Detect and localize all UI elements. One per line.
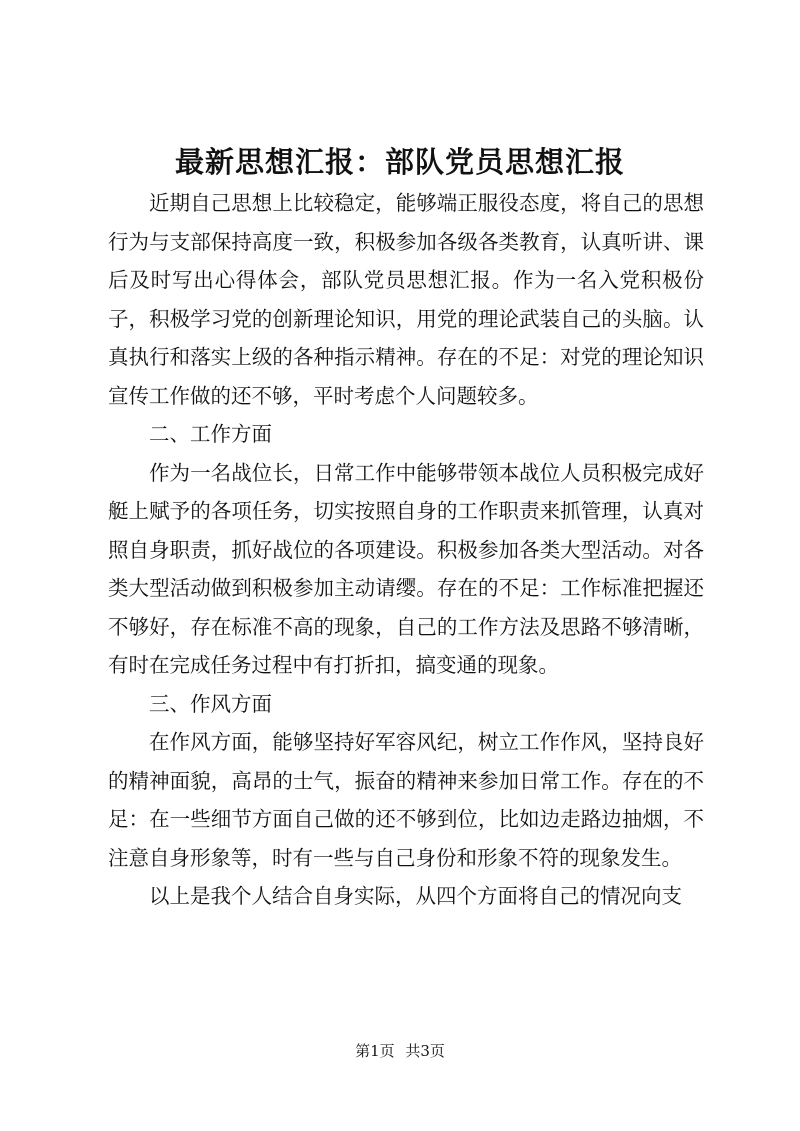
paragraph-intro: 近期自己思想上比较稳定，能够端正服役态度，将自己的思想行为与支部保持高度一致，积极参加各级各类教育，认真听讲、课后及时写出心得体会，部队党员思想汇报。作为一名入党积极份子，积极学习党的创新理论知识，用党的理论武装自己的头脑。认真执行和落实上级的各种指示精神。存在的不足：对党的理论知识宣传工作做的还不够，平时考虑个人问题较多。: [108, 191, 704, 408]
document-title: 最新思想汇报：部队党员思想汇报: [174, 145, 625, 179]
paragraph-style: 在作风方面，能够坚持好军容风纪，树立工作作风，坚持良好的精神面貌，高昂的士气，振奋的精神来参加日常工作。存在的不足：在一些细节方面自己做的还不够到位，比如边走路边抽烟，不注意自身形象等，时有一些与自己身份和形象不符的现象发生。: [108, 730, 704, 870]
section-heading-style: 三、作风方面: [149, 691, 272, 716]
page-number: 第1页: [355, 1042, 395, 1060]
section-heading-work: 二、工作方面: [149, 422, 272, 446]
document-body: [108, 184, 704, 916]
page-footer: [0, 1041, 800, 1061]
paragraph-conclusion: 以上是我个人结合自身实际，从四个方面将自己的情况向支: [149, 884, 682, 908]
paragraph-work: 作为一名战位长，日常工作中能够带领本战位人员积极完成好艇上赋予的各项任务，切实按照自身的工作职责来抓管理，认真对照自身职责，抓好战位的各项建设。积极参加各类大型活动。对各类大型活动做到积极参加主动请缨。存在的不足：工作标准把握还不够好，存在标准不高的现象，自己的工作方法及思路不够清晰，有时在完成任务过程中有打折扣，搞变通的现象。: [108, 460, 704, 677]
page-total: 共3页: [405, 1042, 445, 1060]
